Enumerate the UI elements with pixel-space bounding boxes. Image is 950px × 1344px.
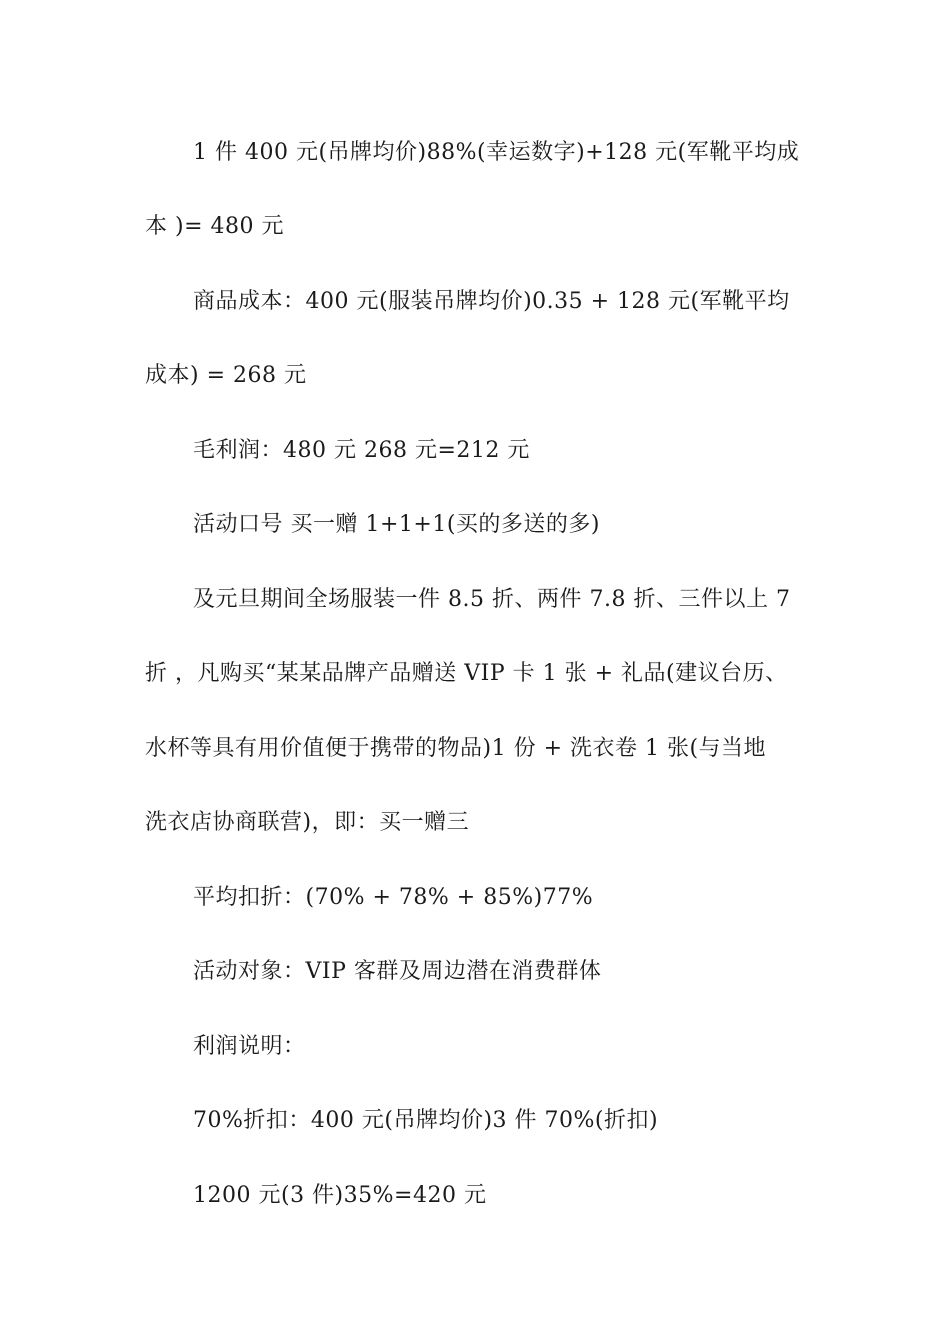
text-line: 70%折扣：400 元(吊牌均价)3 件 70%(折扣) bbox=[193, 1108, 659, 1133]
text-line: 活动对象：VIP 客群及周边潜在消费群体 bbox=[193, 959, 602, 984]
text-line: 折 ，凡购买“某某品牌产品赠送 VIP 卡 1 张 + 礼品(建议台历、 bbox=[145, 661, 788, 686]
text-line: 1 件 400 元(吊牌均价)88%(幸运数字)+128 元(军靴平均成 bbox=[193, 140, 800, 165]
text-line: 洗衣店协商联营)，即：买一赠三 bbox=[145, 810, 470, 835]
text-line: 商品成本：400 元(服装吊牌均价)0.35 + 128 元(军靴平均 bbox=[193, 289, 790, 314]
text-line: 利润说明： bbox=[193, 1034, 306, 1059]
text-line: 水杯等具有用价值便于携带的物品)1 份 + 洗衣卷 1 张(与当地 bbox=[145, 736, 767, 761]
text-line: 平均扣折：(70% + 78% + 85%)77% bbox=[193, 885, 594, 910]
text-line: 毛利润：480 元 268 元=212 元 bbox=[193, 438, 530, 463]
text-line: 成本) = 268 元 bbox=[145, 363, 307, 388]
text-line: 本 )= 480 元 bbox=[145, 214, 284, 239]
text-line: 1200 元(3 件)35%=420 元 bbox=[193, 1183, 487, 1208]
text-line: 及元旦期间全场服装一件 8.5 折、两件 7.8 折、三件以上 7 bbox=[193, 587, 791, 612]
text-line: 活动口号 买一赠 1+1+1(买的多送的多) bbox=[193, 512, 601, 537]
